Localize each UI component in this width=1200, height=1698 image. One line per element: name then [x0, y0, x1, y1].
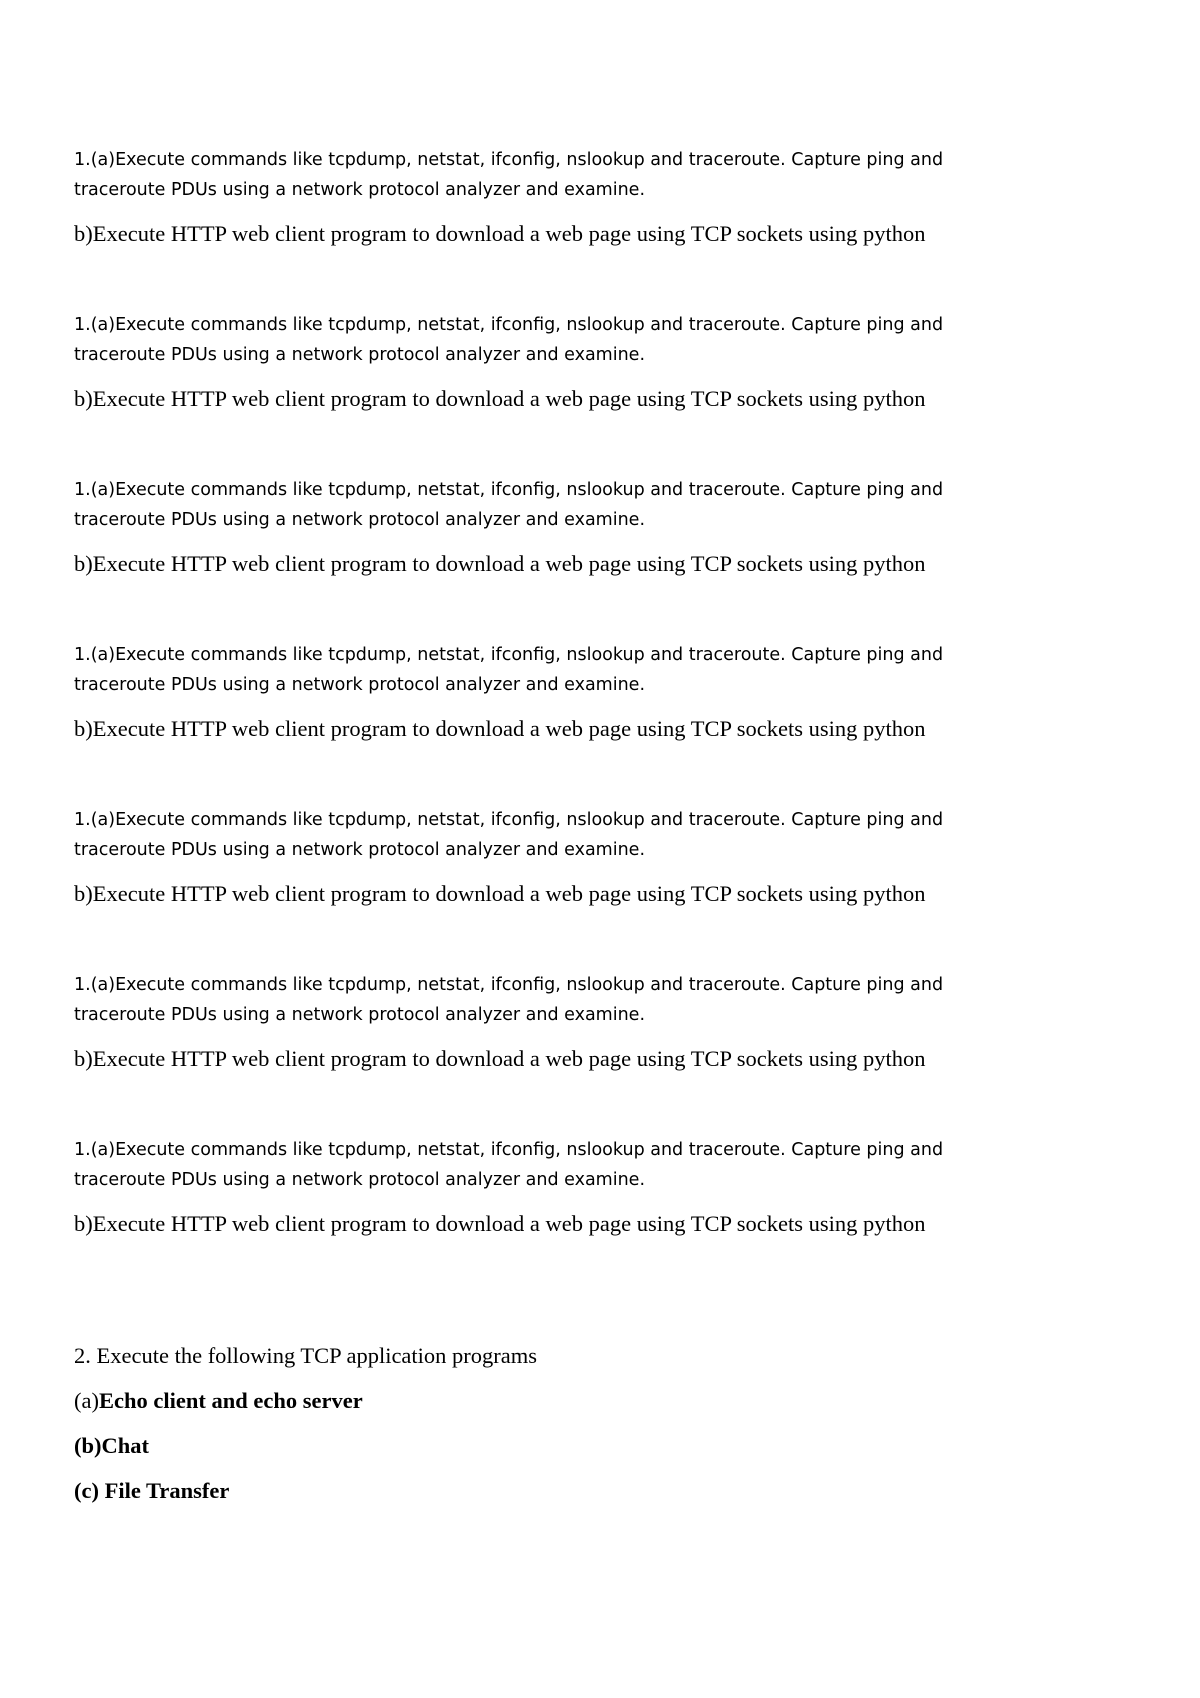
question-1-block — [74, 310, 1134, 414]
question-2-item-a — [74, 1385, 1134, 1430]
question-1a-line-2: traceroute PDUs using a network protocol analyzer and examine. — [74, 675, 646, 695]
question-1-block — [74, 970, 1134, 1074]
question-1-block — [74, 805, 1134, 909]
question-1a-line-2: traceroute PDUs using a network protocol analyzer and examine. — [74, 840, 646, 860]
question-1a-line-2: traceroute PDUs using a network protocol analyzer and examine. — [74, 510, 646, 530]
question-1a-line-1: 1.(a)Execute commands like tcpdump, netstat, ifconfig, nslookup and traceroute. Capture ping and — [74, 1140, 944, 1160]
question-1a-line-1: 1.(a)Execute commands like tcpdump, netstat, ifconfig, nslookup and traceroute. Capture ping and — [74, 975, 944, 995]
question-2-item-c: (c) File Transfer — [74, 1478, 230, 1503]
question-1b: b)Execute HTTP web client program to download a web page using TCP sockets using python — [74, 881, 926, 906]
question-2-item-a-text: Echo client and echo server — [98, 1388, 363, 1413]
question-1a-line-2: traceroute PDUs using a network protocol analyzer and examine. — [74, 345, 646, 365]
question-1b: b)Execute HTTP web client program to download a web page using TCP sockets using python — [74, 386, 926, 411]
question-2-block — [74, 1340, 1134, 1520]
question-1a-line-2: traceroute PDUs using a network protocol analyzer and examine. — [74, 1170, 646, 1190]
question-1a-line-1: 1.(a)Execute commands like tcpdump, netstat, ifconfig, nslookup and traceroute. Capture ping and — [74, 645, 944, 665]
question-1a-line-2: traceroute PDUs using a network protocol analyzer and examine. — [74, 1005, 646, 1025]
question-2-item-b: (b)Chat — [74, 1433, 150, 1458]
question-1b: b)Execute HTTP web client program to download a web page using TCP sockets using python — [74, 716, 926, 741]
question-1-block — [74, 145, 1134, 249]
question-1b: b)Execute HTTP web client program to download a web page using TCP sockets using python — [74, 551, 926, 576]
question-1-block — [74, 640, 1134, 744]
question-1a-line-1: 1.(a)Execute commands like tcpdump, netstat, ifconfig, nslookup and traceroute. Capture ping and — [74, 315, 944, 335]
question-1a-line-1: 1.(a)Execute commands like tcpdump, netstat, ifconfig, nslookup and traceroute. Capture ping and — [74, 480, 944, 500]
question-1b: b)Execute HTTP web client program to download a web page using TCP sockets using python — [74, 1046, 926, 1071]
question-1a-line-1: 1.(a)Execute commands like tcpdump, netstat, ifconfig, nslookup and traceroute. Capture ping and — [74, 150, 944, 170]
question-1-block — [74, 475, 1134, 579]
question-1b: b)Execute HTTP web client program to download a web page using TCP sockets using python — [74, 221, 926, 246]
question-1a-line-1: 1.(a)Execute commands like tcpdump, netstat, ifconfig, nslookup and traceroute. Capture ping and — [74, 810, 944, 830]
question-2-title: 2. Execute the following TCP application programs — [74, 1343, 538, 1368]
question-1-block — [74, 1135, 1134, 1239]
question-1b: b)Execute HTTP web client program to download a web page using TCP sockets using python — [74, 1211, 926, 1236]
question-1a-line-2: traceroute PDUs using a network protocol analyzer and examine. — [74, 180, 646, 200]
question-2-item-a-prefix: (a) — [74, 1388, 99, 1413]
